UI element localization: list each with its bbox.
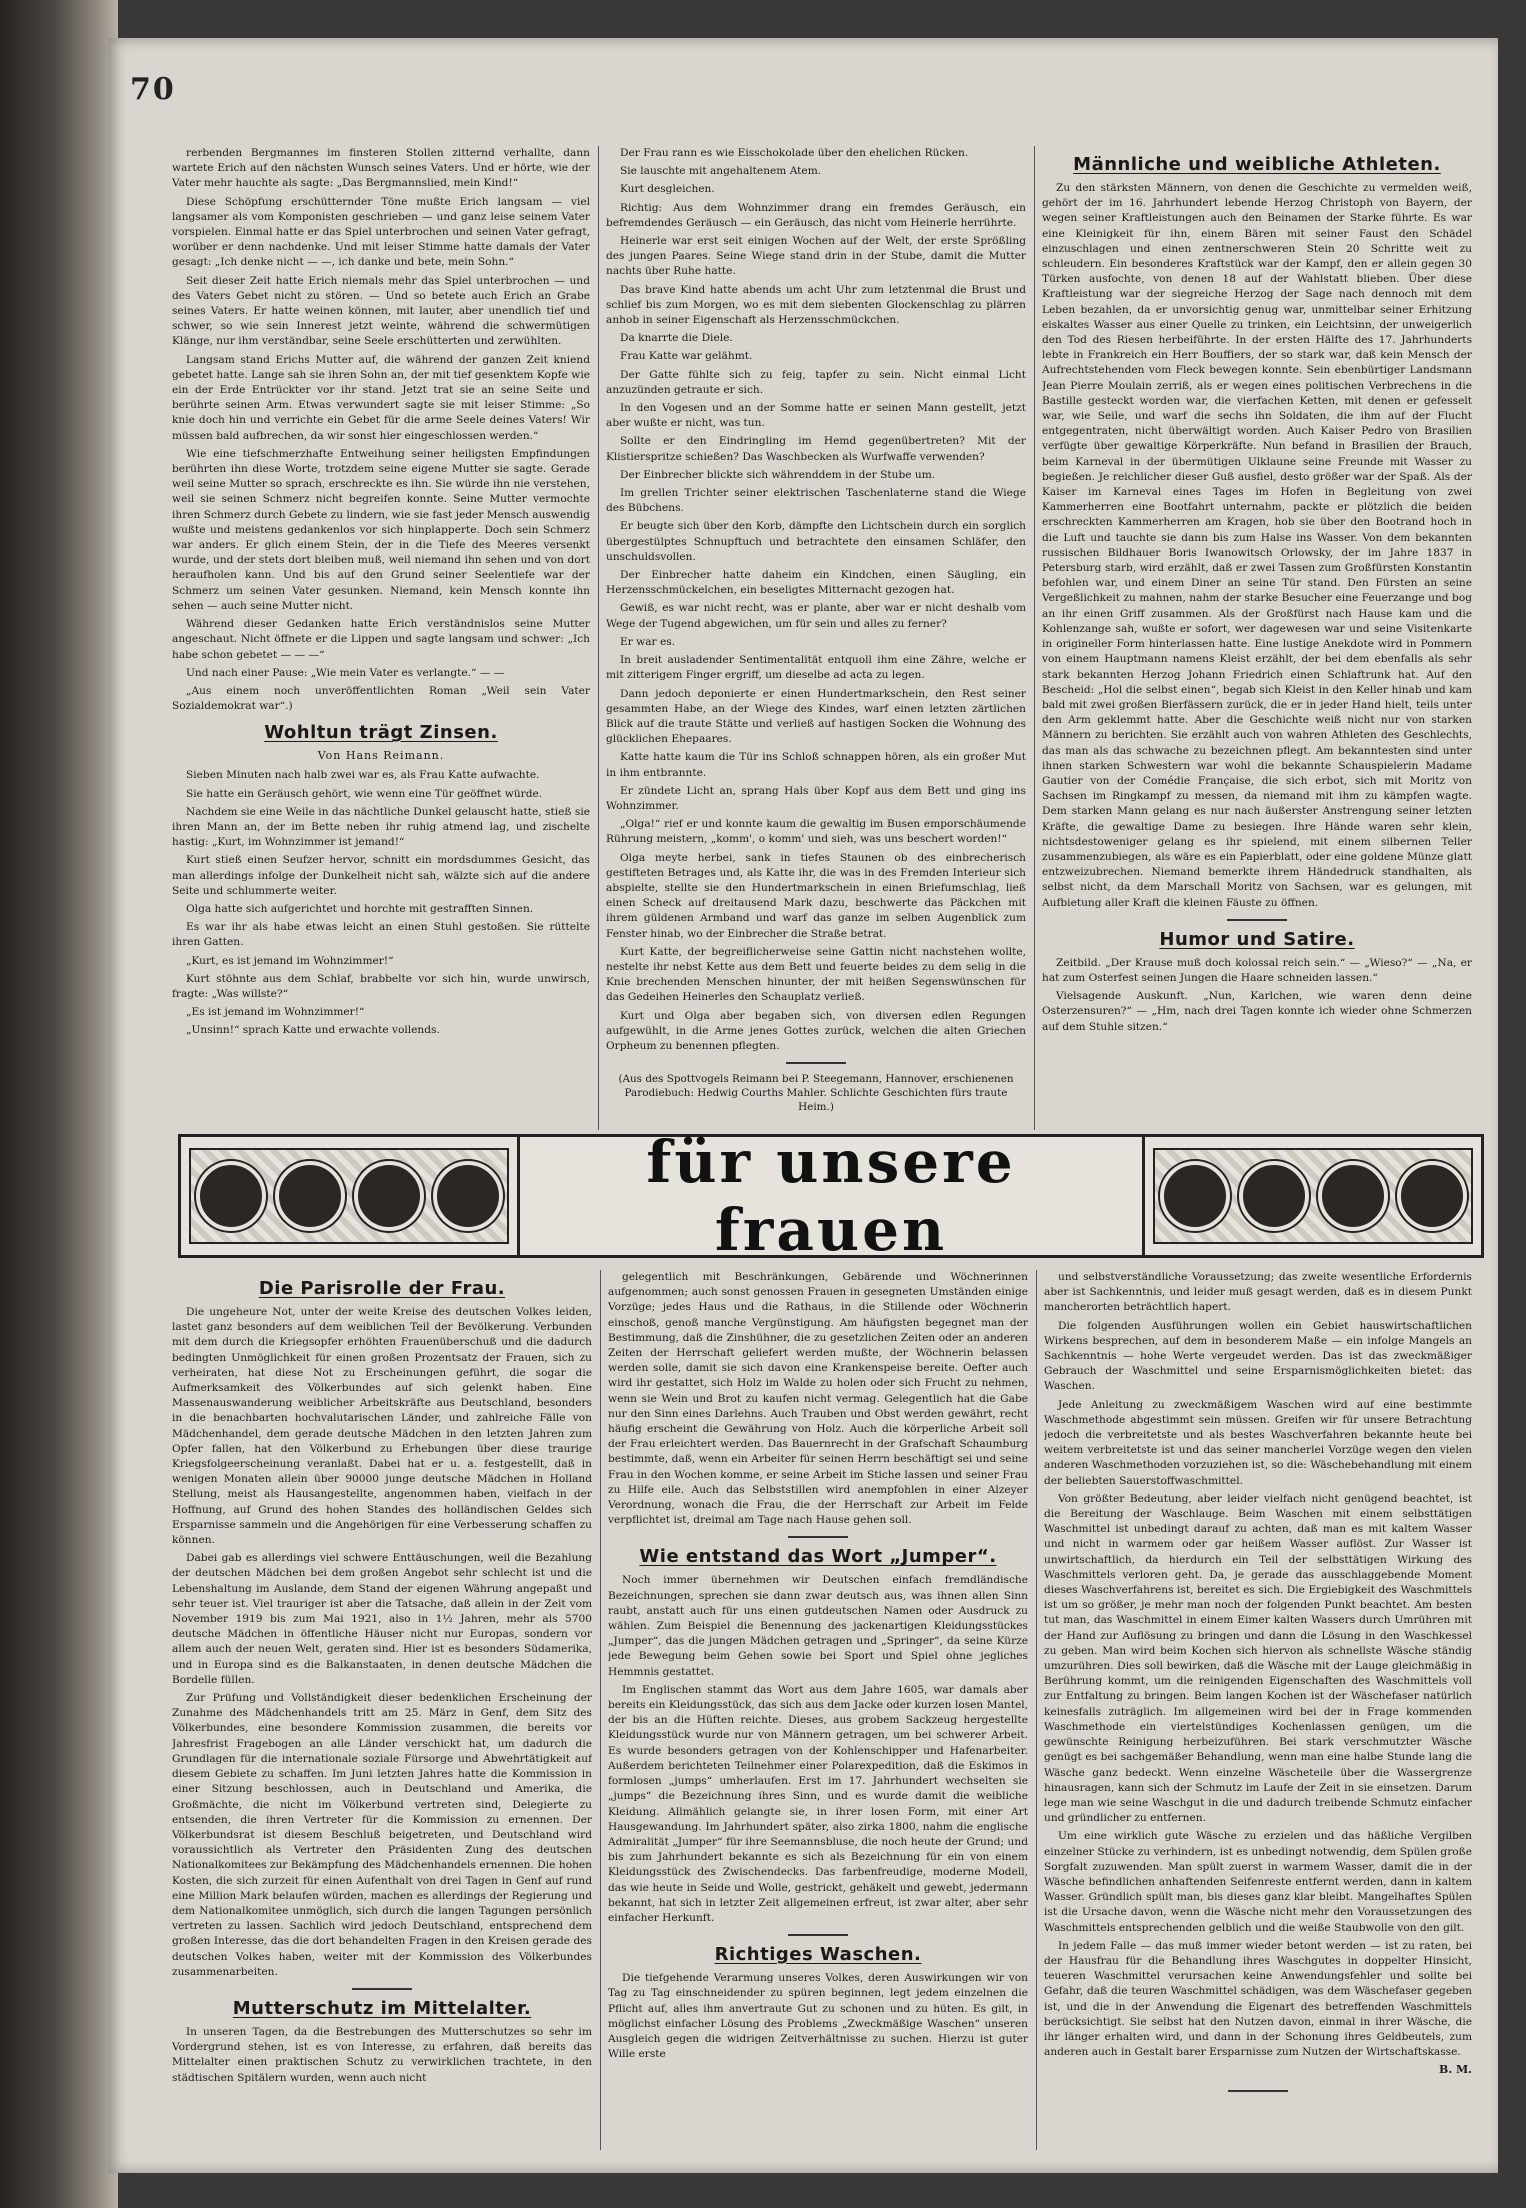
humor-items (1042, 956, 1472, 1035)
column-4 (172, 1270, 592, 2150)
column-5 (608, 1270, 1028, 2150)
book-binding (0, 0, 118, 2208)
paragraph: gelegentlich mit Beschränkungen, Gebärende und Wöchnerinnen aufgenommen; auch sonst genossen Frauen in gesegneten Umständen einige Vorzüge; jedes Haus und die Rathaus, in die Stillende oder Wöchnerin einschoß, genoß manche Vergünstigung. Am häufigsten begegnet man der Bestimmung, daß die Zinshühner, die zu gesetzlichen Zeiten oder an anderen Zeiten der Herrschaft geliefert werden mußte, der Wöchnerin belassen werden solle, damit sie sich davon eine Krankenspeise bereite. Oefter auch wird ihr gestattet, sich Holz im Walde zu holen oder sich Frucht zu nehmen, wenn sie Wein und Brot zu kaufen nicht vermag. Gelegentlich hat die Gabe nur den Sinn eines Darlehns. Auch Trauben und Obst werden gewährt, recht häufig erscheint die Gewährung von Holz. Auch die körperliche Arbeit soll der Frau erleichtert werden. Das Bauernrecht in der Grafschaft Schaumburg bestimmte, daß, wenn ein Arbeiter für seinen Herrn beschäftigt sei und seine Frau in den Wochen komme, er seine Arbeit im Stiche lassen und seiner Frau zu Hilfe eile. Auch das Selbststillen wird anempfohlen in einer Alzeyer Verordnung, wonach die Frau, die der Herrschaft zur Arbeit im Felde verpflichtet ist, dreimal am Tage nach Hause gehen soll. (608, 1271, 1028, 1527)
column-divider (600, 1270, 601, 2150)
article-wohltun-continuation (606, 146, 1026, 1054)
paragraph: Der Frau rann es wie Eisschokolade über den ehelichen Rücken. (620, 147, 969, 159)
ornament-fruit-icon (1239, 1161, 1309, 1231)
paragraph: Kurt stieß einen Seufzer hervor, schnitt ein mordsdummes Gesicht, das man allerdings infolge der Dunkelheit nicht sah, wälzte sich auf die andere Seite und schlummerte weiter. (172, 854, 590, 897)
separator-rule (788, 1536, 848, 1538)
ornament-fruit-icon (354, 1161, 424, 1231)
article-waschen-body (608, 1971, 1028, 2062)
paragraph: Das brave Kind hatte abends um acht Uhr zum letztenmal die Brust und schlief bis zum Morgen, wo es mit dem siebenten Glockenschlag zu plärren anhob in seiner Eigenschaft als Herzensschmückchen. (606, 283, 1026, 327)
paragraph: Gewiß, es war nicht recht, was er plante, aber war er nicht deshalb vom Wege der Tugend abgewichen, um für sein und alles zu ferner? (606, 602, 1026, 630)
paragraph: Um eine wirklich gute Wäsche zu erzielen und das häßliche Vergilben einzelner Stücke zu verhindern, ist es unbedingt notwendig, dem Spülen große Sorgfalt zuzuwenden. Man spült zuerst in warmem Wasser, damit die in der Wäsche befindlichen anhaftenden Seifenreste entfernt werden, dann in kaltem Wasser. Gründlich spült man, bis dieses ganz klar bleibt. Mangelhaftes Spülen ist die Ursache davon, wenn die Wäsche nicht mehr den Voraussetzungen des Waschmittels entsprechenden gelblich und die weiße Staubwolle von den gilt. (1044, 1830, 1472, 1934)
paragraph: rerbenden Bergmannes im finsteren Stollen zitternd verhallte, dann wartete Erich auf den nächsten Wunsch seines Vaters. Und er hörte, wie der Vater mehr hauchte als sagte: „Das Bergmannslied, mein Kind!“ (172, 147, 590, 190)
section-banner (178, 1128, 1484, 1264)
paragraph: Er war es. (620, 635, 676, 648)
paragraph: Langsam stand Erichs Mutter auf, die während der ganzen Zeit kniend gebetet hatte. Lange sah sie ihren Sohn an, der mit tief gesenktem Kopfe wie ein der Erde Entrückter vor ihr stand. Jetzt trat sie an seine Seite und berührte seinen Arm. Etwas verwundert sagte sie mit leiser Stimme: „So knie doch hin und verrichte ein Gebet für die arme Seele deines Vaters! Wir müssen bald aufbrechen, da wir sonst hier eingeschlossen werden.“ (172, 353, 590, 442)
paragraph: Es war ihr als habe etwas leicht an einen Stuhl gestoßen. Sie rüttelte ihren Gatten. (172, 921, 590, 949)
paragraph: Der Einbrecher blickte sich währenddem in der Stube um. (620, 468, 936, 481)
article-heading-mutterschutz: Mutterschutz im Mittelalter. (232, 1997, 532, 2019)
column-divider (1036, 1270, 1037, 2150)
article-heading-jumper: Wie entstand das Wort „Jumper“. (639, 1546, 997, 1568)
article-athleten-body (1042, 181, 1472, 911)
article-jumper-body (608, 1573, 1028, 1926)
separator-rule (788, 1934, 848, 1936)
article-heading-humor: Humor und Satire. (1159, 928, 1355, 950)
article-heading-athleten: Männliche und weibliche Athleten. (1073, 154, 1441, 175)
column-divider (598, 146, 599, 1130)
article-heading-parisrolle: Die Parisrolle der Frau. (258, 1278, 506, 1299)
paragraph: Dabei gab es allerdings viel schwere Enttäuschungen, weil die Bezahlung der deutschen Mädchen bei dem großen Angebot sehr schlecht ist und die Lebenshaltung im Auslande, dem Stand der eigenen Währung angepaßt und sehr teuer ist. Viel trauriger ist aber die Tatsache, daß allein in der Zeit vom November 1919 bis zum Mai 1921, also in 1½ Jahren, mehr als 5700 deutsche Mädchen in öffentliche Häuser nicht nur Europas, sondern vor allem auch der neuen Welt, geraten sind. Hier ist es besonders Südamerika, und in Europa sind es die Balkanstaaten, in denen deutsche Mädchen die Bordelle füllen. (172, 1552, 592, 1686)
humor-item: Zeitbild. „Der Krause muß doch kolossal reich sein.“ — „Wieso?“ — „Na, er hat zum Osterfest seinen Jungen die Haare schneiden lassen.“ (1042, 956, 1472, 984)
article-parisrolle-body (172, 1305, 592, 1980)
paragraph: „Kurt, es ist jemand im Wohnzimmer!“ (186, 954, 394, 967)
article-heading-waschen: Richtiges Waschen. (714, 1944, 922, 1966)
paragraph: Diese Schöpfung erschütternder Töne mußte Erich langsam — viel langsamer als vom Komponisten geschrieben — und ganz leise seinem Vater vorspielen. Einmal hatte er das Spiel unterbrochen und seinen Vater gefragt, worüber er denn nachdenke. Und mit leiser Stimme hatte damals der Vater gesagt: „Ich denke nicht — —, ich danke und bete, mein Sohn.“ (172, 195, 590, 269)
author-signature: B. M. (1439, 2063, 1472, 2077)
column-1 (172, 146, 590, 1130)
paragraph: Während dieser Gedanken hatte Erich verständnislos seine Mutter angeschaut. Nicht öffnete er die Lippen und sagte langsam und schwer: „Ich habe schon gebetet — — —“ (172, 618, 590, 661)
paragraph: Olga meyte herbei, sank in tiefes Staunen ob des einbrecherisch gestifteten Betrages und, als Katte ihr, die was in des Fremden Interieur sich abspielte, stellte sie den Hundertmarkschein in einen Briefumschlag, ließ einen Scheck auf dreitausend Mark dazu, beschwerte das Päckchen mit ihrem güldenen Armband und warf das ganze im selben Augenblick zum Fenster hinab, wo der Einbrecher die Straße betrat. (606, 851, 1026, 940)
paragraph: Im Englischen stammt das Wort aus dem Jahre 1605, war damals aber bereits ein Kleidungsstück, das sich aus dem Jacke oder kurzen losen Mantel, der bis an die Hüften reichte. Dieses, aus grobem Sackzeug hergestellte Kleidungsstück wurde nur von Männern getragen, um bei schwerer Arbeit. Es wurde besonders getragen von der Kohlenschipper und Hafenarbeiter. Außerdem berichteten Teilnehmer einer Polarexpedition, daß die Eskimos in formlosen „jumps“ umherlaufen. Erst im 17. Jahrhundert wechselten sie „jumps“ die Bezeichnung ihres Sinn, und es wurde damit die weibliche Kleidung. Allmählich gelangte sie, in ihrer losen Form, mit einer Art Hausgewandung. Im Jahrhundert später, also zirka 1800, nahm die englische Admiralität „Jumper“ für ihre Seemannsbluse, die noch heute der Grund; und bis zum Jahrhundert bekannte es sich als Bezeichnung für ein von einem Kleidungsstück des Zwischendecks. Das farbenfreudige, moderne Modell, das wie heute in Seide und Wolle, gestrickt, gehäkelt und gewebt, jedermann bekannt, hat sich in letzter Zeit allgemeinen erfreut, ist zwar alter, aber sehr einfacher Herkunft. (608, 1683, 1028, 1924)
paragraph: Richtig: Aus dem Wohnzimmer drang ein fremdes Geräusch, ein befremdendes Geräusch — ein Geräusch, das nicht vom Heinerle herrührte. (606, 201, 1026, 229)
article-heading-wohltun: Wohltun trägt Zinsen. (264, 722, 498, 744)
paragraph: Die tiefgehende Verarmung unseres Volkes, deren Auswirkungen wir von Tag zu Tag einschneidender zu spüren beginnen, legt jedem einzelnen die Pflicht auf, alles ihm anvertraute Gut zu schonen und zu hüten. Es gilt, in möglichst einfacher Lösung des Problems „Zweckmäßige Waschen“ unseren Ausgleich gegen die widrigen Zeitverhältnisse zu suchen. Hierzu ist guter Wille erste (608, 1972, 1028, 2061)
ornament-fruit-icon (1397, 1161, 1467, 1231)
separator-rule (352, 1988, 412, 1990)
paragraph: Frau Katte war gelähmt. (620, 350, 753, 363)
paragraph: und selbstverständliche Voraussetzung; das zweite wesentliche Erfordernis aber ist Sachkenntnis, und leider muß gesagt werden, daß es in diesem Punkt mancherorten beträchtlich hapert. (1044, 1271, 1472, 1314)
banner-ornament-right (1153, 1148, 1473, 1244)
paragraph: Und nach einer Pause: „Wie mein Vater es verlangte.“ — — (186, 666, 505, 679)
article-wohltun-body (172, 768, 590, 1038)
paragraph: Im grellen Trichter seiner elektrischen Taschenlaterne stand die Wiege des Bübchens. (606, 487, 1026, 515)
paragraph: Noch immer übernehmen wir Deutschen einfach fremdländische Bezeichnungen, sprechen sie dann zwar deutsch aus, was ihnen allen Sinn raubt, anstatt auch für uns einen gutdeutschen Namen oder Ausdruck zu wählen. Zum Beispiel die Benennung des jackenartigen Kleidungsstückes „Jumper“, das die jungen Mädchen getragen und „Springer“, da seine Kürze jede Bewegung beim Gehen sowie bei Sport und Spiel ohne jegliches Hemmnis gestattet. (608, 1574, 1028, 1678)
paragraph: Sieben Minuten nach halb zwei war es, als Frau Katte aufwachte. (186, 769, 540, 782)
source-footnote: (Aus des Spottvogels Reimann bei P. Steegemann, Hannover, erschienenen Parodiebuch: Hedwig Courths Mahler. Schlichte Geschichten fürs traute Heim.) (618, 1073, 1014, 1114)
column-3 (1042, 146, 1472, 1130)
paragraph: In den Vogesen und an der Somme hatte er seinen Mann gestellt, jetzt aber wußte er nicht, was tun. (606, 402, 1026, 430)
paragraph: Der Einbrecher hatte daheim ein Kindchen, einen Säugling, ein Herzensschmückelchen, ein beseligtes Mitternacht gezogen hat. (606, 569, 1026, 597)
paragraph: Jede Anleitung zu zweckmäßigem Waschen wird auf eine bestimmte Waschmethode abgestimmt sein müssen. Greifen wir für unsere Betrachtung jedoch die verbreitetste und als bestes Waschverfahren bekannte heute bei weitem verbreitetste ist und das seiner mancherlei Vorzüge wegen den vielen anderen Waschmethoden vorzuziehen ist, so die: Wäschebehandlung mit einem der beliebten Sauerstoffwaschmittel. (1044, 1398, 1472, 1487)
paragraph: Der Gatte fühlte sich zu feig, tapfer zu sein. Nicht einmal Licht anzuzünden getraute er sich. (606, 368, 1026, 396)
paragraph: Kurt Katte, der begreiflicherweise seine Gattin nicht nachstehen wollte, nestelte ihr nebst Kette aus dem Bett und feuerte beides zu dem selig in die Knie brechenden Menschen hinunter, der mit heißen Segenswünschen für das Gedeihen Heinerles den Schauplatz verließ. (606, 945, 1026, 1004)
humor-item: Vielsagende Auskunft. „Nun, Karlchen, wie waren denn deine Osterzensuren?“ — „Hm, nach drei Tagen konnte ich wieder ohne Schmerzen auf dem Stuhle sitzen.“ (1042, 990, 1472, 1033)
article-continuation (172, 146, 590, 714)
separator-rule (1228, 2090, 1288, 2092)
paragraph: Dann jedoch deponierte er einen Hundertmarkschein, den Rest seiner gesammten Habe, an der Wiege des Kindes, warf einen letzten zärtlichen Blick auf die traute Stätte und verließ auf hastigen Socken die Wohnung des glücklichen Ehepaares. (606, 687, 1026, 746)
separator-rule (786, 1062, 846, 1064)
article-byline: Von Hans Reimann. (317, 749, 445, 763)
paragraph: Er beugte sich über den Korb, dämpfte den Lichtschein durch ein sorglich übergestülptes Schnupftuch und betrachtete den einsamen Schläfer, den unschuldsvollen. (606, 520, 1026, 563)
ornament-fruit-icon (1318, 1161, 1388, 1231)
paragraph: Seit dieser Zeit hatte Erich niemals mehr das Spiel unterbrochen — und des Vaters Gebet nicht zu stören. — Und so betete auch Erich an Grabe seines Vaters. Er hatte weinen können, mit lauter, aber unendlich tief und schwer, so wie sein Innerest jetzt weinte, während die schwermütigen Klänge, nur ihm verständbar, seine Seele erschütterten und zerwühlten. (172, 274, 590, 348)
column-2 (606, 146, 1026, 1130)
ornament-fruit-icon (196, 1161, 266, 1231)
paragraph: Kurt stöhnte aus dem Schlaf, brabbelte vor sich hin, wurde unwirsch, fragte: „Was willste?“ (172, 972, 590, 1000)
paragraph: Sie lauschte mit angehaltenem Atem. (620, 165, 822, 178)
banner-title: für unsere frauen (517, 1137, 1145, 1255)
paragraph: Zu den stärksten Männern, von denen die Geschichte zu vermelden weiß, gehört der im 16. Jahrhundert lebende Herzog Christoph von Bayern, der wegen seiner Kraftleistungen auch den Beinamen der Starke führte. Es war eine Kleinigkeit für ihn, einem Bären mit seiner Faust den Schädel einzuschlagen und einen zentnerschweren Stein 20 Schritte weit zu schleudern. Ein besonderes Kraftstück war der Kampf, den er allein gegen 30 Türken ausfochte, von denen 18 auf der Wahlstatt blieben. Über diese Kraftleistung war der siegreiche Herzog der Sage nach dennoch mit dem Leben bezahlen, da er unvorsichtig genug war, unmittelbar seiner Erhitzung eiskaltes Wasser aus einer Quelle zu trinken, ein Leichtsinn, der unweigerlich den Tod des Riesen herbeiführte. In der ersten Hälfte des 17. Jahrhunderts lebte in Frankreich ein Herr Bouffiers, der so stark war, daß kein Mensch der Aufrechtstehenden vom Fleck bewegen konnte. Sein ebenbürtiger Landsmann Jean Pierre Moulain zerriß, als er wegen eines politischen Verbrechens in die Bastille gesteckt worden war, die vierfachen Ketten, mit denen er gefesselt war, wie Seile, und warf die sechs ihn Soldaten, die ihm auf der Flucht entgegentraten, nicht überwältigt worden. Auch Kaiser Pedro von Brasilien verfügte über gewaltige Körperkräfte. Nun befand in Brasilien der Brauch, beim Karneval in der übermütigen Ulklaune seine Freunde mit Wasser zu begießen. Je reichlicher dieser Guß ausfiel, desto größer war der Spaß. Als der Kaiser im Karneval eines Tages im Hofen in Begleitung von zwei Kammerherren eine Bootfahrt unternahm, packte er plötzlich die beiden erschreckten Kammerherren am Kragen, hob sie über den Bootrand hoch in die Luft und tauchte sie dann bis zum Halse ins Wasser. Von dem bekannten russischen Bildhauer Boris Iwanowitsch Orlowsky, der im Jahre 1837 in Petersburg starb, wird erzählt, daß er zwei Tassen zum Großfürsten Konstantin befohlen war, und einem Diner an seine Tür stand. Den Fürsten an seine Vergeßlichkeit zu mahnen, nahm der starke Besucher eine Feuerzange und bog an ihr einen Griff zusammen. Als der Großfürst nach Hause kam und die Kohlenzange sah, wußte er sofort, wer dagewesen war und seine Visitenkarte in origineller Form hinterlassen hatte. Eine lustige Anekdote wird in Pommern von einem Hauptmann namens Kleist erzählt, der bei dem ebenfalls als sehr stark bekannten Herzog Johann Friedrich einen Schlaftrunk hat. Auf den Bescheid: „Hol die selbst einen“, begab sich Kleist in den Keller hinab und kam bald mit zwei großen Bierfässern zurück, die er in jeder Hand hielt, teils unter den Arm geklemmt hatte. Aber die Geschichte weiß nicht nur von starken Männern zu berichten. Sie erzählt auch von wahren Athleten des Geschlechts, das man als das schwache zu bezeichnen pflegt. Am bekanntesten sind unter ihnen starken Schwestern war wohl die bekannte Schauspielerin Madame Gautier von der Comédie Française, die sich erbot, sich mit Moritz von Sachsen im Ringkampf zu messen, da niemand mit ihm zu kämpfen wagte. Dem starken Mann gelang es nur nach äußerster Anstrengung seiner letzten Kräfte, die gewaltige Dame zu besiegen. Ihre Hände waren sehr klein, nichtsdestoweniger gelang es ihr spielend, mit einem silbernen Teller zusammenzubiegen, als wäre es ein Papierblatt, oder eine goldene Münze glatt entzweizubrechen. Niemand bemerkte ihrem Händedruck standhalten, als selbst nicht, da dem Marschall Moritz von Sachsen, war es gelungen, mit Aufbietung aller Kraft die kleinen Fäuste zu öffnen. (1042, 182, 1472, 909)
paragraph: „Es ist jemand im Wohnzimmer!“ (186, 1006, 365, 1019)
paragraph: Nachdem sie eine Weile in das nächtliche Dunkel gelauscht hatte, stieß sie ihren Mann an, der im Bette neben ihr ruhig atmend lag, und zischelte hastig: „Kurt, im Wohnzimmer ist jemand!“ (172, 805, 590, 849)
paragraph: „Olga!“ rief er und konnte kaum die gewaltig im Busen emporschäumende Rührung meistern, „komm', o komm' und sieh, was uns beschert worden!“ (606, 818, 1026, 846)
paragraph: Zur Prüfung und Vollständigkeit dieser bedenklichen Erscheinung der Zunahme des Mädchenhandels tritt am 25. März in Genf, dem Sitz des Völkerbundes, eine besondere Kommission zusammen, die bereits vor Jahresfrist Fragebogen an alle Länder verschickt hat, um dadurch die Grundlagen für die internationale soziale Fürsorge und Abwehrtätigkeit auf diesem Gebiete zu schaffen. Im Juni letzten Jahres hatte die Kommission in einer Sitzung beschlossen, auch in Deutschland und Amerika, die Großmächte, die nicht im Völkerbund vertreten sind, Delegierte zu entsenden, die ihren Vertreter für die Kommission zu ernennen. Der Völkerbundsrat ist diesem Beschluß beigetreten, und Deutschland wird voraussichtlich als Vertreter den Präsidenten Zung des deutschen Nationalkomitees zur Bekämpfung des Mädchenhandels ernennen. Die hohen Kosten, die sich zurzeit für einen Aufenthalt von drei Tagen in Genf auf rund eine Million Mark belaufen würden, machen es allerdings der Regierung und dem Nationalkomitee unmöglich, sich durch die langen Tagungen persönlich vertreten zu lassen. Sachlich wird jedoch Deutschland, entsprechend dem großen Interesse, das die dort behandelten Fragen in den Kreisen gerade des deutschen Volkes haben, weiter mit der Kommission des Völkerbundes zusammenarbeiten. (172, 1692, 592, 1978)
article-waschen-continuation (1044, 1270, 1472, 2060)
paragraph: Olga hatte sich aufgerichtet und horchte mit gestrafften Sinnen. (186, 902, 534, 915)
paragraph: Die ungeheure Not, unter der weite Kreise des deutschen Volkes leiden, lastet ganz besonders auf dem weiblichen Teil der Bevölkerung. Verbunden mit dem durch die Kriegsopfer erhöhten Frauenüberschuß und die dadurch bedingten Unmöglichkeit für einen großen Prozentsatz der Frauen, sich zu verheiraten, hat diese Not zu Erscheinungen geführt, die sogar die Aufmerksamkeit des Völkerbundes auf sich gelenkt haben. Eine Massenauswanderung weiblicher Arbeitskräfte aus Deutschland, besonders in die benachbarten hochvalutarischen Länder, und zahlreiche Fälle von Mädchenhandel, dem gerade deutsche Mädchen in den letzten Jahren zum Opfer fallen, hat den Völkerbund zu Erhebungen über diese traurige Kriegsfolgeerscheinung veranlaßt. Dabei hat er u. a. festgestellt, daß in wenigen Monaten allein über 90000 junge deutsche Mädchen in Holland Stellung, meist als Hausangestellte, angenommen haben, vielfach in der Hoffnung, auf Grund des hohen Standes des holländischen Geldes sich Ersparnisse sammeln und die Angehörigen für eine Verbesserung schaffen zu können. (172, 1306, 592, 1547)
paragraph: Von größter Bedeutung, aber leider vielfach nicht genügend beachtet, ist die Bereitung der Waschlauge. Beim Waschen mit einem selbsttätigen Waschmittel ist unbedingt darauf zu achten, daß man es mit kaltem Wasser und nicht in warmem oder gar heißem Wasser auflöst. Zur Wasser ist unwirtschaftlich, da hierdurch ein Teil der selbsttätigen Wirkung des Waschmittels verloren geht. Da, je gerade das ausschlaggebende Moment dieses Waschverfahrens ist, bereitet es sich. Die Ergiebigkeit des Waschmittels ist um so größer, je mehr man noch der folgenden Punkt beachtet. Am besten tut man, das Waschmittel in einem Eimer kalten Wassers durch Umrühren mit der Hand zur Auflösung zu bringen und dann die Lösung in den Waschkessel zu geben. Man wird beim Kochen sich hiervon als schnellste Wäsche ständig umzurühren. Dies soll bewirken, daß die Wäsche mit der Lauge gleichmäßig in Berührung kommt, um die reinigenden Eigenschaften des Waschmittels voll zur Entfaltung zu bringen. Beim langen Kochen ist der Wäschefaser natürlich keinesfalls zuträglich. Im allgemeinen wird bei der in Frage kommenden Waschmethode ein viertelstündiges Kochenlassen genügen, um die gewünschte Reinigung herbeizuführen. Bei stark verschmutzter Wäsche genügt es bei sachgemäßer Behandlung, wenn man eine halbe Stunde lang die Wäsche ganz bedeckt. Wenn einzelne Wäscheteile über die Wassergrenze hinausragen, kann sich der Schmutz im Laufe der Zeit in sie einsetzen. Darum lege man wie seine Waschgut in die und dadurch treibende Schmutz einfacher und gründlicher zu entfernen. (1044, 1492, 1472, 1825)
paragraph: „Unsinn!“ sprach Katte und erwachte vollends. (186, 1024, 440, 1037)
banner-ornament-left (189, 1148, 509, 1244)
paragraph: In breit ausladender Sentimentalität entquoll ihm eine Zähre, welche er mit zitterigem Finger ergriff, um dieselbe ad acta zu legen. (606, 654, 1026, 682)
separator-rule (1227, 919, 1287, 921)
paragraph: In unseren Tagen, da die Bestrebungen des Mutterschutzes so sehr im Vordergrund stehen, ist es von Interesse, zu erfahren, daß bereits das Mittelalter einen praktischen Schutz zu verwirklichen trachtete, in den städtischen Spitälern wurden, wenn auch nicht (172, 2025, 592, 2084)
page-number: 70 (130, 72, 176, 107)
paragraph: Kurt und Olga aber begaben sich, von diversen edlen Regungen aufgewühlt, in die Arme jenes Gottes zurück, welchen die alten Griechen Orpheum zu benennen pflegten. (606, 1009, 1026, 1052)
paragraph: Katte hatte kaum die Tür ins Schloß schnappen hören, als ein großer Mut in ihm entbrannte. (606, 751, 1026, 779)
paragraph: Sie hatte ein Geräusch gehört, wie wenn eine Tür geöffnet würde. (186, 787, 543, 800)
paragraph: Wie eine tiefschmerzhafte Entweihung seiner heiligsten Empfindungen berührten ihn diese Worte, trotzdem seine eigene Mutter sie sagte. Gerade weil seine Mutter so sprach, erschreckte es ihn. Sie würde ihn nie verstehen, weil sie seinen Schmerz nicht begreifen konnte. Seine Mutter vermochte ihren Schmerz durch Gebete zu lindern, wie sie fast jeder Mensch auswendig wußte und meistens gedankenlos vor sich hinplapperte. Doch sein Schmerz war anders. Er glich einem Stein, der in die Tiefe des Meeres versenkt wurde, und der stets dort bleiben muß, weil niemand ihn sehen und von dort heraufholen kann. Und bis auf den Grund seiner Seelentiefe war der Schmerz um seinen Vater gesunken. Niemand, kein Mensch konnte ihn sehen — auch seine Mutter nicht. (172, 447, 590, 612)
paragraph: „Aus einem noch unveröffentlichten Roman „Weil sein Vater Sozialdemokrat war“.) (172, 684, 590, 713)
article-mutterschutz-continuation (608, 1270, 1028, 1528)
paragraph: Sollte er den Eindringling im Hemd gegenübertreten? Mit der Klistierspritze schießen? Das Waschbecken als Wurfwaffe verwenden? (606, 435, 1026, 463)
ornament-fruit-icon (275, 1161, 345, 1231)
paragraph: In jedem Falle — das muß immer wieder betont werden — ist zu raten, bei der Hausfrau für die Behandlung ihres Waschgutes in doppelter Hinsicht, teueren Waschmittel verursachen keine Anwendungsfehler und sollte bei Gefahr, daß die teuren Waschmittel schädigen, was dem Wäschefaser gegeben ist, und die in der Anwendung die Eigenart des betreffenden Waschmittels berücksichtigt. Sie selbst hat den Nutzen davon, einmal in ihrer Wäsche, die ihr länger erhalten wird, und dann in der Schonung ihres Geldbeutels, zum anderen auch in Gestalt barer Ersparnisse zum Nutzen der Wirtschaftskasse. (1044, 1939, 1472, 2059)
ornament-fruit-icon (433, 1161, 503, 1231)
ornament-fruit-icon (1160, 1161, 1230, 1231)
paragraph: Die folgenden Ausführungen wollen ein Gebiet hauswirtschaftlichen Wirkens besprechen, auf dem in besonderem Maße — ein infolge Mangels an Sachkenntnis — hohe Werte vergeudet werden. Das ist das zweckmäßiger Gebrauch der Waschmittel und seine Ersparnismöglichkeiten bietet: das Waschen. (1044, 1319, 1472, 1393)
paragraph: Heinerle war erst seit einigen Wochen auf der Welt, der erste Sprößling des jungen Paares. Seine Wiege stand drin in der Stube, damit die Mutter nachts über Ruhe hatte. (606, 235, 1026, 278)
article-mutterschutz-body (172, 2025, 592, 2086)
column-divider (1034, 146, 1035, 1130)
column-6 (1044, 1270, 1472, 2150)
paragraph: Kurt desgleichen. (620, 183, 715, 196)
paragraph: Da knarrte die Diele. (620, 332, 733, 345)
paragraph: Er zündete Licht an, sprang Hals über Kopf aus dem Bett und ging ins Wohnzimmer. (606, 784, 1026, 812)
